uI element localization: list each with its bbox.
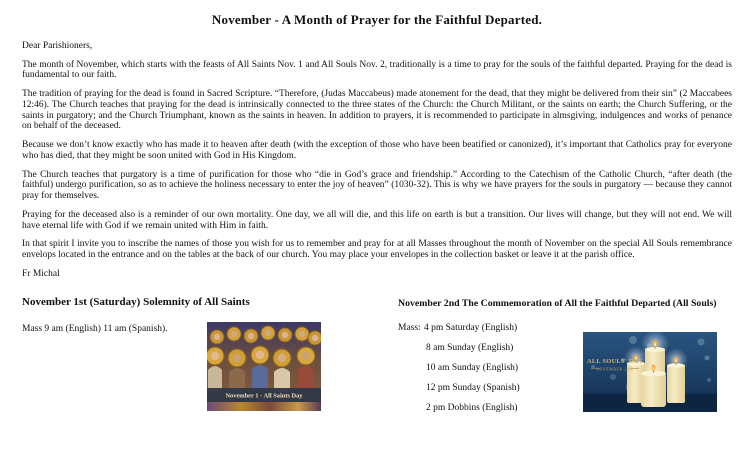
all-souls-mass-list [398, 323, 570, 423]
all-saints-image [207, 322, 321, 411]
all-saints-heading: November 1st (Saturday) Solemnity of All Saints [22, 296, 250, 309]
signature: Fr Michal [22, 268, 60, 279]
body-paragraph: In that spirit I invite you to inscribe the names of those you wish for us to remember and pray for at all Masses throughout the month of November on the special All Souls remembrance envelops located in the entrance and on the tables at the back of our church. You may place your envelopes in the collection basket or leave it at the parish office. [22, 239, 732, 261]
body-paragraph: The Church teaches that purgatory is a time of purification for those who “die in God’s grace and friendship.” According to the Catechism of the Catholic Church, “after death (the faithful) undergo purification, so as to achieve the holiness necessary to enter the joy of heaven” (1030-32). This is why we have prayers for the souls in purgatory — because they cannot pray for themselves. [22, 169, 732, 202]
body-paragraph: The month of November, which starts with the feasts of All Saints Nov. 1 and All Souls Nov. 2, traditionally is a time to pray for the souls of the faithful departed. Praying for the dead is fundamental to our faith. [22, 59, 732, 81]
mass-time: 2 pm Dobbins (English) [426, 403, 518, 414]
letter-body [0, 41, 754, 279]
mass-time: 8 am Sunday (English) [426, 343, 514, 354]
all-souls-candles-graphic [583, 332, 717, 412]
all-souls-image [583, 332, 717, 412]
all-saints-mass-times: Mass 9 am (English) 11 am (Spanish). [22, 324, 168, 335]
all-saints-painting [207, 322, 321, 411]
body-paragraph: Because we don’t know exactly who has made it to heaven after death (with the exception of those who have been beatified or canonized), it’s important that Catholics pray for everyone who has died, that they might be soon united with God in His Kingdom. [22, 140, 732, 161]
mass-time: 12 pm Sunday (Spanish) [426, 383, 520, 394]
mass-label: Mass: [398, 323, 421, 334]
all-souls-section [398, 296, 732, 423]
all-saints-section [22, 296, 378, 423]
mass-time: 4 pm Saturday (English) [424, 323, 518, 334]
mass-time: 10 am Sunday (English) [426, 363, 519, 374]
salutation: Dear Parishioners, [22, 41, 93, 51]
body-paragraph: The tradition of praying for the dead is found in Sacred Scripture. “Therefore, (Judas Maccabeus) made atonement for the dead, that they might be delivered from their sin” (2 Maccabees 12:46). The Church teaches that praying for the dead is intrinsically connected to the three states of the Church: the Church Militant, or the saints on earth; the Church Suffering, or the saints in purgatory; and the Church Triumphant, known as the saints in heaven. In addition to prayers, it is recommended to participate in almsgiving, indulgences and works of penance on behalf of the deceased. [22, 89, 732, 132]
all-saints-image-caption: November 1 - All Saints Day [225, 392, 303, 400]
body-paragraph: Praying for the deceased also is a reminder of our own mortality. One day, we all will die, and this life on earth is but a transition. Our lives will change, but they will not end. We will have eternal life with God if we remain united with Him in faith. [22, 209, 732, 231]
all-souls-image-title: ALL SOULS' DAY [587, 358, 643, 366]
all-souls-heading: November 2nd The Commemoration of All the Faithful Departed (All Souls) [398, 298, 717, 310]
all-souls-image-subtitle: NOVEMBER 2ND [596, 367, 634, 372]
feast-sections [0, 296, 754, 423]
page-title: November - A Month of Prayer for the Faithful Departed. [211, 12, 543, 27]
